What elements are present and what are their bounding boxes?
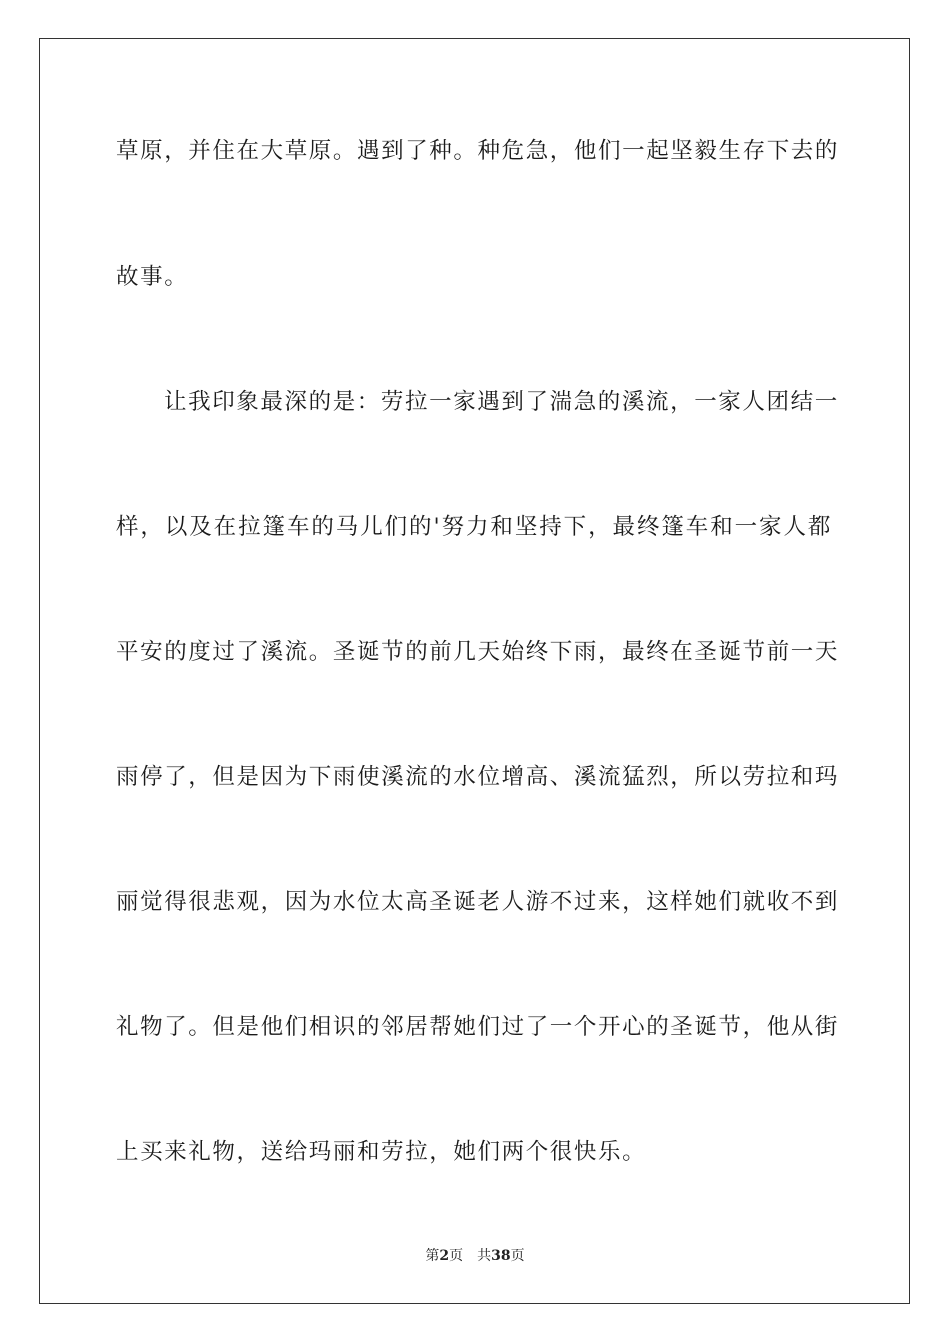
total-suffix: 页 [510, 1248, 525, 1264]
page-suffix: 页 [449, 1248, 464, 1264]
paragraph-line-6: 雨停了，但是因为下雨使溪流的水位增高、溪流猛烈，所以劳拉和玛 [116, 764, 840, 790]
paragraph-line-7: 丽觉得很悲观，因为水位太高圣诞老人游不过来，这样她们就收不到 [116, 889, 840, 915]
paragraph-line-9: 上买来礼物，送给玛丽和劳拉，她们两个很快乐。 [116, 1139, 647, 1165]
paragraph-line-2: 故事。 [116, 264, 189, 290]
total-prefix: 共 [477, 1248, 492, 1264]
paragraph-line-5: 平安的度过了溪流。圣诞节的前几天始终下雨，最终在圣诞节前一天 [116, 639, 840, 665]
paragraph-line-1: 草原，并住在大草原。遇到了种。种危急，他们一起坚毅生存下去的 [116, 138, 840, 164]
paragraph-line-4: 样，以及在拉篷车的马儿们的'努力和坚持下，最终篷车和一家人都 [116, 514, 832, 540]
page-border [39, 38, 910, 1304]
total-pages: 38 [491, 1248, 511, 1264]
page-footer [0, 1247, 950, 1265]
paragraph-line-8: 礼物了。但是他们相识的邻居帮她们过了一个开心的圣诞节，他从街 [116, 1014, 840, 1040]
paragraph-line-3: 让我印象最深的是：劳拉一家遇到了湍急的溪流，一家人团结一 [164, 389, 839, 415]
page-number: 2 [439, 1248, 450, 1264]
page-prefix: 第 [425, 1248, 440, 1264]
